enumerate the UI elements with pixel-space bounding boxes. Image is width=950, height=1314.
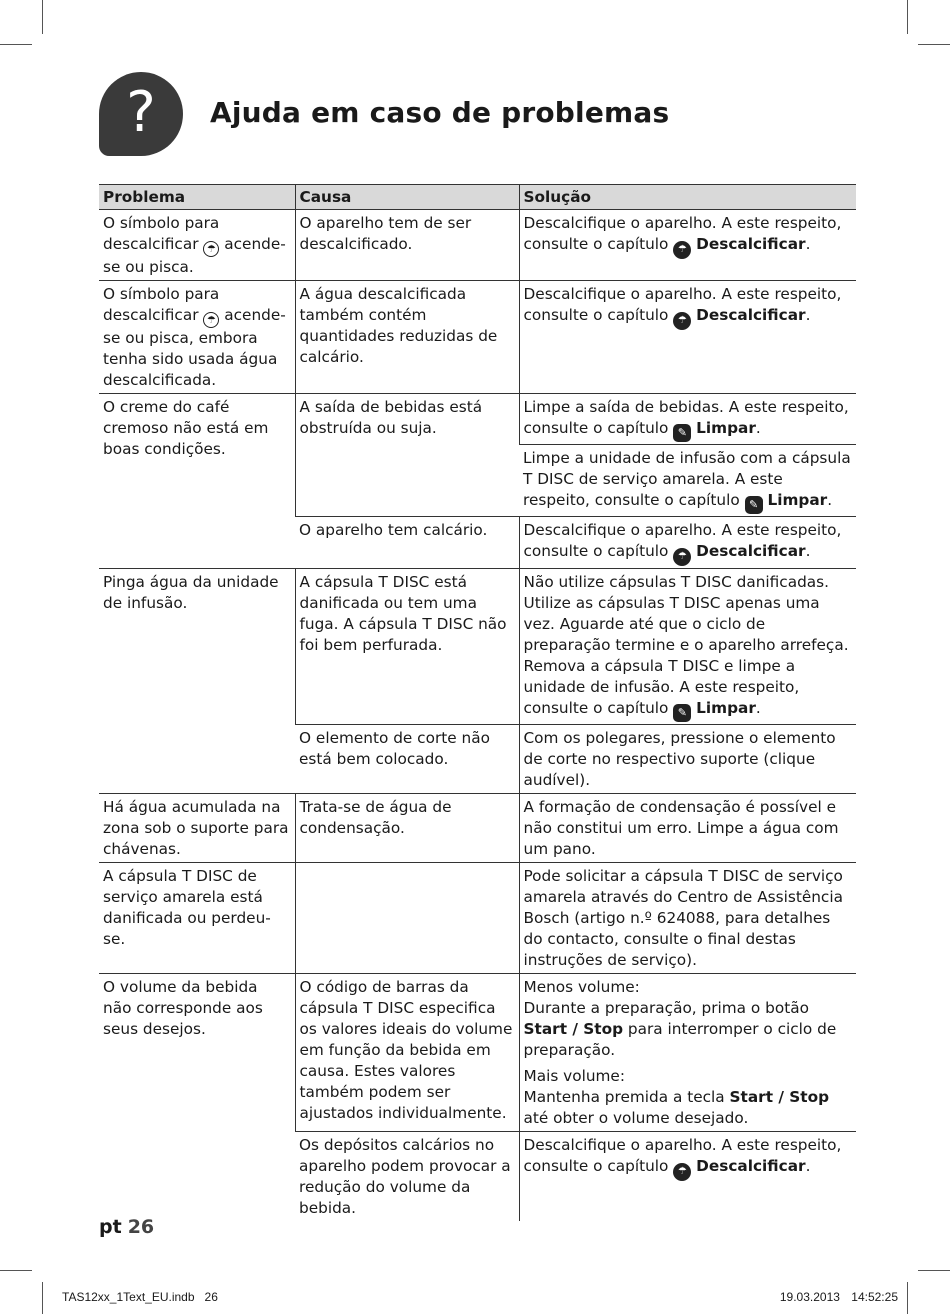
problem-cell: A cápsula T DISC de serviço amarela está danificada ou perdeu-se. <box>99 863 295 974</box>
print-file-info: TAS12xx_1Text_EU.indb 26 <box>62 1290 218 1304</box>
cause-cell: O aparelho tem calcário. <box>295 517 519 569</box>
crop-mark <box>0 1270 32 1271</box>
chapter-reference: Limpar <box>696 419 756 437</box>
cause-cell <box>295 863 519 974</box>
problem-cell: Há água acumulada na zona sob o suporte para chávenas. <box>99 794 295 863</box>
chapter-reference: Descalcificar <box>696 1157 806 1175</box>
cause-cell: A cápsula T DISC está danificada ou tem uma fuga. A cápsula T DISC não foi bem perfurada. <box>295 569 519 725</box>
crop-mark <box>907 1282 908 1314</box>
less-volume-paragraph: Menos volume: Durante a preparação, prima o botão Start / Stop para interromper o ciclo de preparação. <box>523 978 837 1059</box>
solution-cell: Descalcifique o aparelho. A este respeito, consulte o capítulo ☂ Descalcificar. <box>519 281 856 394</box>
problem-cell: O símbolo para descalcificar ☂ acende-se ou pisca, embora tenha sido usada água descalcificada. <box>99 281 295 394</box>
start-stop-key: Start / Stop <box>523 1020 624 1038</box>
cause-cell: O aparelho tem de ser descalcificado. <box>295 210 519 281</box>
clean-chapter-icon: ✎ <box>673 704 691 722</box>
solution-cell: Descalcifique o aparelho. A este respeito, consulte o capítulo ☂ Descalcificar. <box>519 210 856 281</box>
descale-symbol-icon: ☂ <box>203 241 219 257</box>
chapter-reference: Descalcificar <box>696 542 806 560</box>
chapter-reference: Descalcificar <box>696 306 806 324</box>
solution-cell: Não utilize cápsulas T DISC danificadas. Utilize as cápsulas T DISC apenas uma vez. Aguarde até que o ciclo de preparação termine e o aparelho arrefeça. Remova a cápsula T DISC e limpe a unidade de infusão. A este respeito, consulte o capítulo ✎ Limpar. <box>519 569 856 725</box>
table-header-row <box>99 185 856 210</box>
table-row <box>99 394 856 445</box>
problem-cell: Pinga água da unidade de infusão. <box>99 569 295 794</box>
page-title: Ajuda em caso de problemas <box>210 96 670 129</box>
cause-cell: Trata-se de água de condensação. <box>295 794 519 863</box>
chapter-reference: Limpar <box>767 491 828 509</box>
header-cause: Causa <box>295 185 519 210</box>
clean-chapter-icon: ✎ <box>673 424 691 442</box>
page-number: pt 26 <box>99 1216 155 1238</box>
solution-cell: Pode solicitar a cápsula T DISC de serviço amarela através do Centro de Assistência Bosch (artigo n.º 624088, para detalhes do contacto, consulte o final destas instruções de serviço). <box>519 863 856 974</box>
table-row <box>99 974 856 1132</box>
solution-cell: Descalcifique o aparelho. A este respeito, consulte o capítulo ☂ Descalcificar. <box>519 1132 856 1222</box>
solution-cell: A formação de condensação é possível e não constitui um erro. Limpe a água com um pano. <box>519 794 856 863</box>
troubleshooting-table <box>99 184 856 1221</box>
solution-cell: Limpe a unidade de infusão com a cápsula T DISC de serviço amarela. A este respeito, consulte o capítulo ✎ Limpar. <box>519 445 856 517</box>
cause-cell: O código de barras da cápsula T DISC especifica os valores ideais do volume em função da bebida em causa. Estes valores também podem ser ajustados individualmente. <box>295 974 519 1132</box>
crop-mark <box>918 1270 950 1271</box>
cause-cell: A água descalcificada também contém quantidades reduzidas de calcário. <box>295 281 519 394</box>
cause-cell: O elemento de corte não está bem colocado. <box>295 725 519 794</box>
chapter-reference: Descalcificar <box>696 235 806 253</box>
crop-mark <box>918 44 950 45</box>
print-timestamp: 19.03.2013 14:52:25 <box>779 1290 898 1304</box>
problem-cell: O volume da bebida não corresponde aos seus desejos. <box>99 974 295 1222</box>
solution-cell: Limpe a saída de bebidas. A este respeito, consulte o capítulo ✎ Limpar. <box>519 394 856 445</box>
descale-chapter-icon: ☂ <box>673 1163 691 1181</box>
table-row <box>99 281 856 394</box>
table-row <box>99 210 856 281</box>
start-stop-key: Start / Stop <box>729 1088 830 1106</box>
descale-symbol-icon: ☂ <box>203 312 219 328</box>
crop-mark <box>42 1282 43 1314</box>
problem-cell: O símbolo para descalcificar ☂ acende-se ou pisca. <box>103 214 286 276</box>
descale-chapter-icon: ☂ <box>673 241 691 259</box>
question-mark-icon: ? <box>99 72 183 156</box>
table-row <box>99 569 856 725</box>
solution-cell: Com os polegares, pressione o elemento de corte no respectivo suporte (clique audível). <box>519 725 856 794</box>
header-solution: Solução <box>519 185 856 210</box>
chapter-reference: Limpar <box>696 699 756 717</box>
table-row <box>99 794 856 863</box>
descale-chapter-icon: ☂ <box>673 312 691 330</box>
descale-chapter-icon: ☂ <box>673 548 691 566</box>
table-row <box>99 863 856 974</box>
problem-cell: O creme do café cremoso não está em boas condições. <box>99 394 295 569</box>
clean-chapter-icon: ✎ <box>745 496 763 514</box>
header-problem: Problema <box>99 185 295 210</box>
crop-mark <box>42 0 43 34</box>
more-volume-paragraph: Mais volume: Mantenha premida a tecla Start / Stop até obter o volume desejado. <box>523 1067 830 1127</box>
crop-mark <box>907 0 908 34</box>
cause-cell: Os depósitos calcários no aparelho podem provocar a redução do volume da bebida. <box>295 1132 519 1222</box>
solution-cell: Descalcifique o aparelho. A este respeito, consulte o capítulo ☂ Descalcificar. <box>519 517 856 569</box>
crop-mark <box>0 44 32 45</box>
solution-cell <box>519 974 856 1132</box>
cause-cell: A saída de bebidas está obstruída ou suja. <box>295 394 519 517</box>
